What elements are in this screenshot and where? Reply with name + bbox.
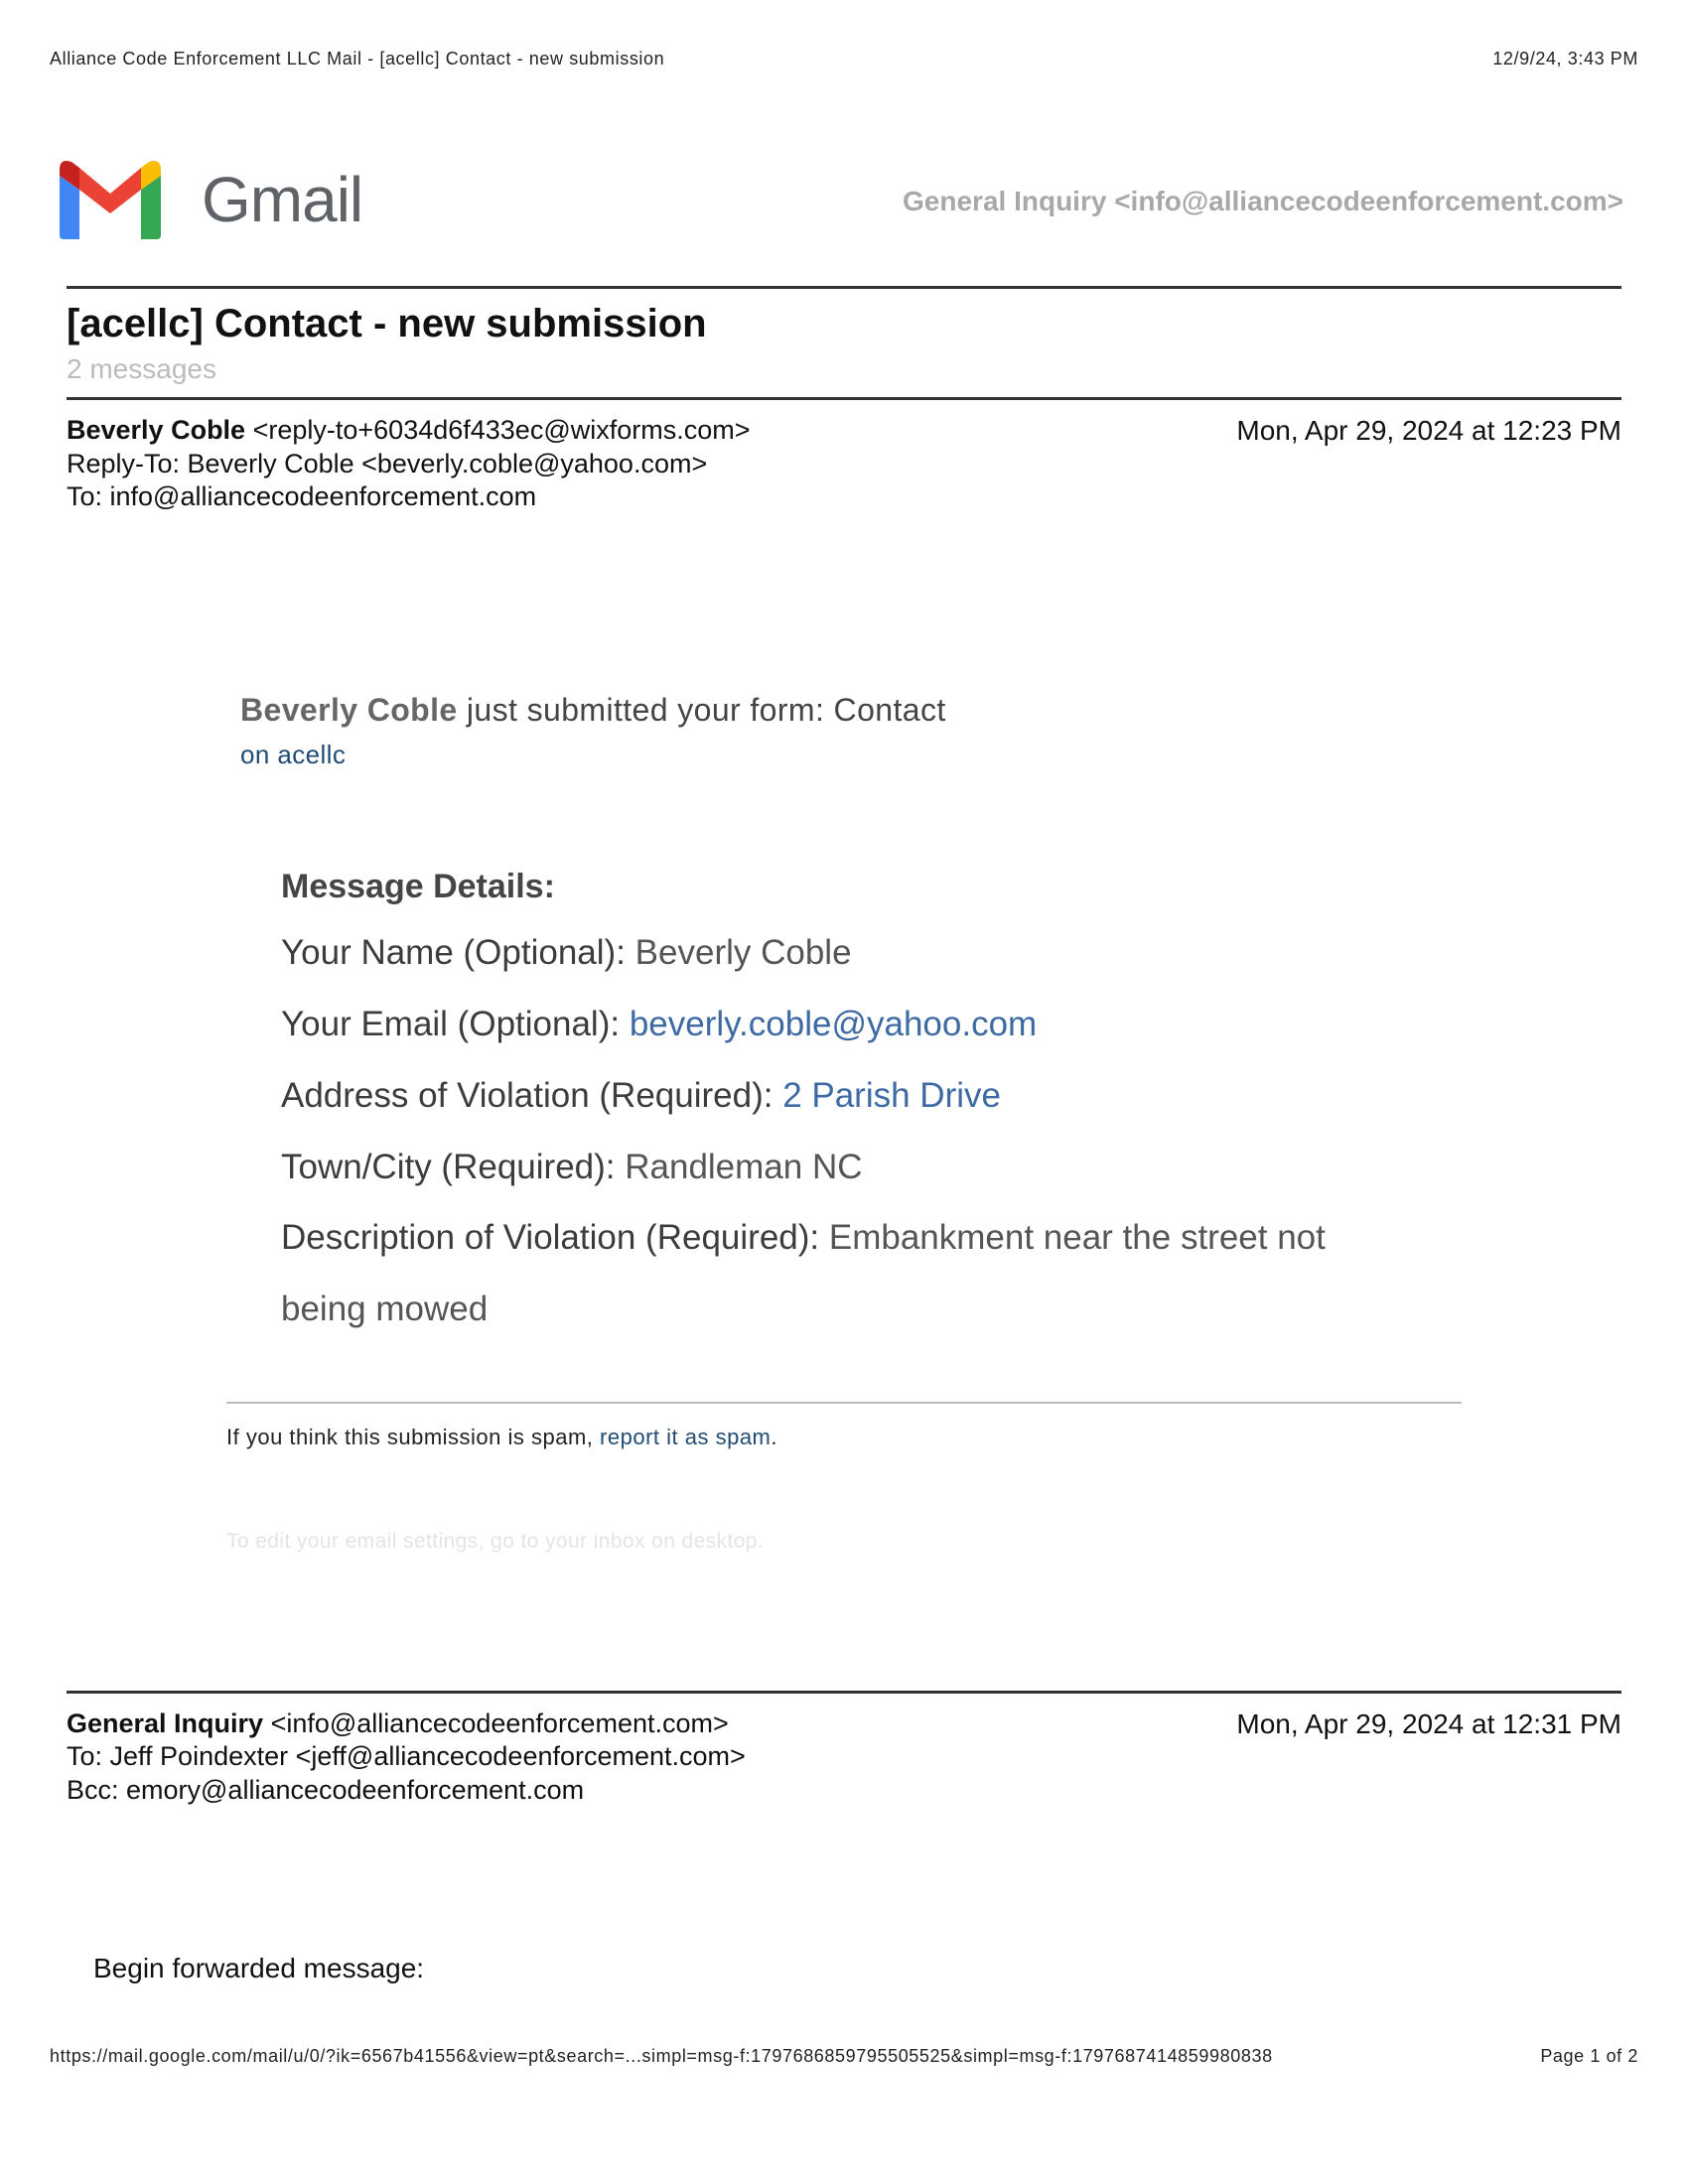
field-description-continuation	[281, 1290, 488, 1329]
print-footer-url: https://mail.google.com/mail/u/0/?ik=6567b41556&view=pt&search=...simpl=msg-f:1797686859795505525&simpl=msg-f:1797687414859980838	[50, 2046, 1273, 2066]
field-your-email	[281, 1005, 1037, 1044]
field-value: Randleman NC	[625, 1148, 863, 1186]
field-value: Embankment near the street not	[828, 1218, 1326, 1257]
divider	[226, 1402, 1462, 1404]
message2-from	[67, 1708, 729, 1739]
email-link[interactable]: beverly.coble@yahoo.com	[629, 1005, 1038, 1043]
divider	[67, 286, 1621, 289]
spam-suffix: .	[771, 1425, 778, 1449]
spam-prefix: If you think this submission is spam,	[226, 1425, 594, 1449]
print-header-timestamp: 12/9/24, 3:43 PM	[1492, 49, 1638, 68]
field-label: Your Name (Optional):	[281, 933, 626, 972]
address-link[interactable]: 2 Parish Drive	[782, 1076, 1001, 1115]
divider	[67, 1691, 1621, 1694]
site-link[interactable]: on acellc	[240, 740, 347, 769]
field-value: Beverly Coble	[634, 933, 852, 972]
submission-text: just submitted your form: Contact	[466, 692, 946, 728]
message1-from-name: Beverly Coble	[67, 415, 246, 445]
message1-to: To: info@alliancecodeenforcement.com	[67, 481, 537, 511]
message-count: 2 messages	[67, 353, 216, 384]
forwarded-message-label: Begin forwarded message:	[93, 1953, 425, 1983]
message2-date: Mon, Apr 29, 2024 at 12:31 PM	[1236, 1708, 1621, 1739]
field-label: Town/City (Required):	[281, 1148, 616, 1186]
thread-subject: [acellc] Contact - new submission	[67, 302, 707, 345]
gmail-logo-icon	[56, 154, 165, 243]
print-footer-page: Page 1 of 2	[1540, 2046, 1638, 2066]
message2-bcc: Bcc: emory@alliancecodeenforcement.com	[67, 1775, 585, 1805]
message2-from-email: <info@alliancecodeenforcement.com>	[270, 1708, 729, 1738]
spam-notice	[226, 1425, 777, 1450]
message2-to: To: Jeff Poindexter <jeff@alliancecodeenforcement.com>	[67, 1741, 746, 1771]
message-details-title: Message Details:	[281, 868, 555, 905]
field-label: Description of Violation (Required):	[281, 1218, 820, 1257]
message2-from-name: General Inquiry	[67, 1708, 264, 1738]
email-settings-note: To edit your email settings, go to your inbox on desktop.	[226, 1530, 765, 1553]
message1-from	[67, 415, 751, 446]
field-your-name	[281, 933, 852, 973]
field-town-city	[281, 1148, 863, 1187]
divider	[67, 397, 1621, 400]
field-label: Address of Violation (Required):	[281, 1076, 774, 1115]
account-label: General Inquiry <info@alliancecodeenforcement.com>	[903, 186, 1623, 216]
field-address	[281, 1076, 1001, 1116]
field-value-continuation: being mowed	[281, 1290, 489, 1328]
message1-date: Mon, Apr 29, 2024 at 12:23 PM	[1236, 415, 1621, 446]
message1-from-email: <reply-to+6034d6f433ec@wixforms.com>	[252, 415, 751, 445]
report-spam-link[interactable]: report it as spam	[600, 1425, 772, 1449]
field-label: Your Email (Optional):	[281, 1005, 621, 1043]
gmail-wordmark: Gmail	[202, 164, 363, 235]
print-header-title: Alliance Code Enforcement LLC Mail - [acellc] Contact - new submission	[50, 49, 665, 68]
message1-reply-to: Reply-To: Beverly Coble <beverly.coble@yahoo.com>	[67, 449, 708, 478]
submitter-name: Beverly Coble	[240, 692, 458, 728]
field-description	[281, 1218, 1326, 1258]
submission-intro	[240, 692, 946, 729]
